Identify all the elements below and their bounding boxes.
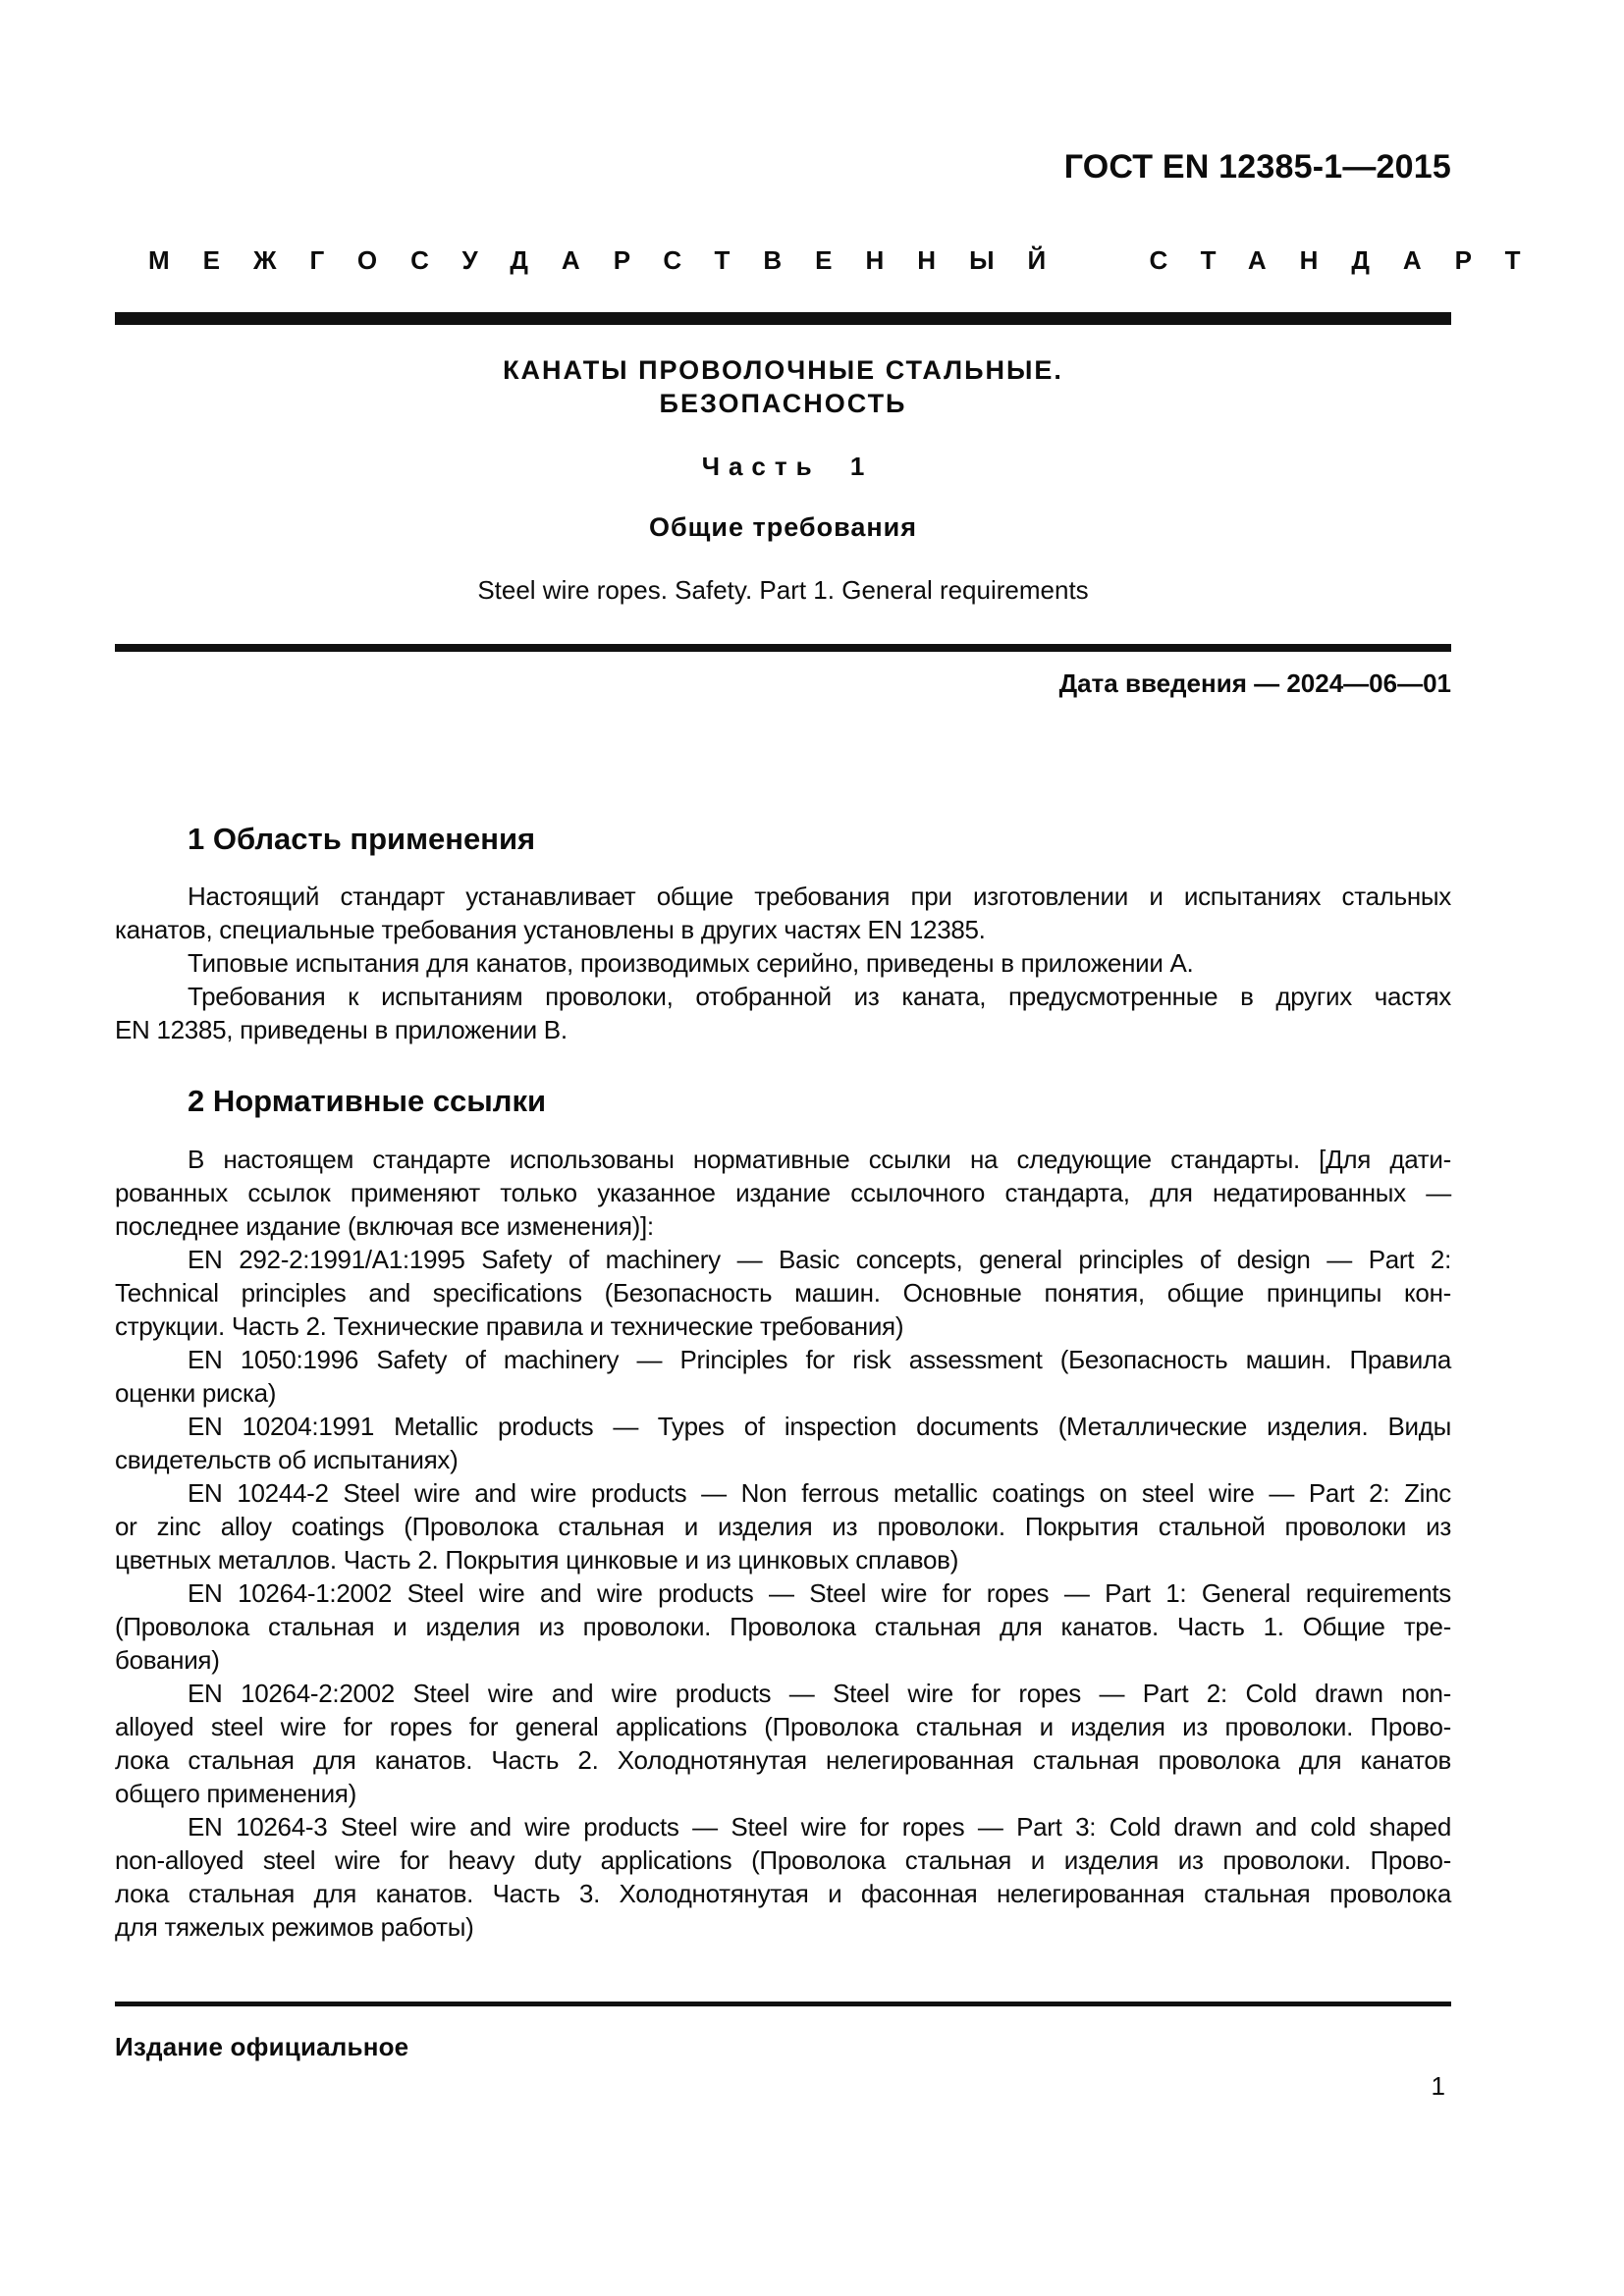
part-label: Часть 1 (701, 452, 874, 481)
section-heading-normative-references: 2 Нормативные ссылки (188, 1084, 547, 1118)
title-line-2: БЕЗОПАСНОСТЬ (659, 389, 907, 418)
text-line: лока стальная для канатов. Часть 2. Холоднотянутая нелегированная стальная проволока для канатов (115, 1745, 1451, 1775)
document-title-ru (115, 353, 1451, 420)
section-body-scope (115, 880, 1451, 1046)
text-line: Technical principles and specifications (Безопасность машин. Основные понятия, общие принципы кон- (115, 1278, 1451, 1308)
document-subtitle: Общие требования (648, 512, 918, 542)
text-line: Настоящий стандарт устанавливает общие требования при изготовлении и испытаниях стальных (188, 881, 1451, 911)
text-line: EN 12385, приведены в приложении В. (115, 1015, 568, 1044)
text-line: оценки риска) (115, 1378, 277, 1408)
text-line: EN 1050:1996 Safety of machinery — Principles for risk assessment (Безопасность машин. Правила (188, 1345, 1451, 1374)
text-line: or zinc alloy coatings (Проволока стальная и изделия из проволоки. Покрытия стальной проволоки из (115, 1512, 1451, 1541)
text-line: цветных металлов. Часть 2. Покрытия цинковые и из цинковых сплавов) (115, 1545, 959, 1575)
text-line: non-alloyed steel wire for heavy duty applications (Проволока стальная и изделия из проволоки. Прово- (115, 1845, 1451, 1875)
title-line-1: КАНАТЫ ПРОВОЛОЧНЫЕ СТАЛЬНЫЕ. (503, 355, 1063, 385)
text-line: alloyed steel wire for ropes for general applications (Проволока стальная и изделия из проволоки. Прово- (115, 1712, 1451, 1741)
text-line: для тяжелых режимов работы) (115, 1912, 474, 1942)
text-line: последнее издание (включая все изменения)]: (115, 1211, 654, 1241)
section-body-normative-references (115, 1143, 1451, 1944)
text-line: EN 292-2:1991/A1:1995 Safety of machinery — Basic concepts, general principles of design — Part 2: (188, 1245, 1451, 1274)
text-line: канатов, специальные требования установлены в других частях EN 12385. (115, 915, 986, 944)
text-line: EN 10244-2 Steel wire and wire products — Non ferrous metallic coatings on steel wire — Part 2: Zinc (188, 1478, 1451, 1508)
page-number: 1 (1431, 2071, 1445, 2101)
text-line: свидетельств об испытаниях) (115, 1445, 459, 1474)
text-line: В настоящем стандарте использованы нормативные ссылки на следующие стандарты. [Для дати- (188, 1145, 1451, 1174)
text-line: EN 10204:1991 Metallic products — Types of inspection documents (Металлические изделия. Виды (188, 1412, 1451, 1441)
text-line: бования) (115, 1645, 220, 1675)
horizontal-rule-top (115, 312, 1451, 325)
effective-date: Дата введения — 2024—06—01 (1058, 668, 1451, 698)
text-line: EN 10264-3 Steel wire and wire products — Steel wire for ropes — Part 3: Cold drawn and cold shaped (188, 1812, 1451, 1842)
text-line: рованных ссылок применяют только указанное издание ссылочного стандарта, для недатированных — (115, 1178, 1451, 1207)
horizontal-rule-middle (115, 644, 1451, 652)
text-line: общего применения) (115, 1779, 356, 1808)
text-line: Требования к испытаниям проволоки, отобранной из каната, предусмотренные в других частях (188, 982, 1451, 1011)
section-heading-scope: 1 Область применения (188, 822, 536, 856)
text-line: (Проволока стальная и изделия из проволоки. Проволока стальная для канатов. Часть 1. Общие тре- (115, 1612, 1451, 1641)
horizontal-rule-footer (115, 2002, 1451, 2006)
text-line: EN 10264-1:2002 Steel wire and wire products — Steel wire for ropes — Part 1: General requirements (188, 1578, 1451, 1608)
document-code: ГОСТ EN 12385-1—2015 (1063, 148, 1451, 186)
official-edition-note: Издание официальное (115, 2032, 409, 2061)
text-line: Типовые испытания для канатов, производимых серийно, приведены в приложении А. (188, 948, 1194, 978)
standard-type-banner: МЕЖГОСУДАРСТВЕННЫЙ СТАНДАРТ (148, 245, 1554, 275)
text-line: струкции. Часть 2. Технические правила и технические требования) (115, 1311, 904, 1341)
document-title-en: Steel wire ropes. Safety. Part 1. General requirements (477, 575, 1089, 605)
text-line: EN 10264-2:2002 Steel wire and wire products — Steel wire for ropes — Part 2: Cold drawn non- (188, 1679, 1451, 1708)
text-line: лока стальная для канатов. Часть 3. Холоднотянутая и фасонная нелегированная стальная проволока (115, 1879, 1451, 1908)
